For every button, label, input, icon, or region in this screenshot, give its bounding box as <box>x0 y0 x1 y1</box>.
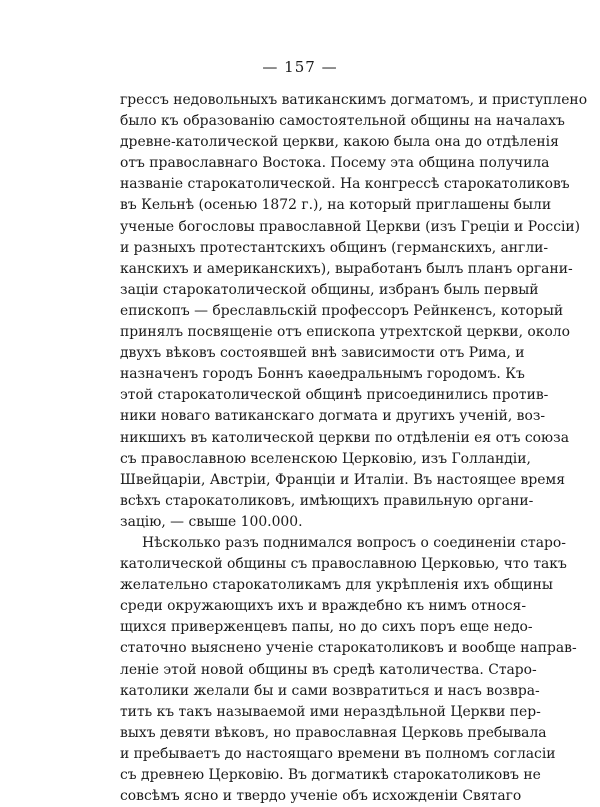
text-line: древне-католической церкви, какою была она до отдѣленія <box>120 134 559 151</box>
text-line: желательно старокатоликамъ для укрѣпленія ихъ общины <box>120 577 553 594</box>
text-line: никшихъ въ католической церкви по отдѣленіи ея отъ союза <box>120 429 569 446</box>
text-line: этой старокатолической общинѣ присоединились против- <box>120 387 549 404</box>
text-line: тить къ такъ называемой ими нераздѣльной Церкви пер- <box>120 703 541 720</box>
page-number: — 157 — <box>262 58 338 76</box>
text-line: было къ образованію самостоятельной общины на началахъ <box>120 113 565 130</box>
text-line: совсѣмъ ясно и твердо ученіе объ исхожденіи Святаго <box>120 788 522 805</box>
text-line: и разныхъ протестантскихъ общинъ (германскихъ, англи- <box>120 239 549 256</box>
text-line: съ православною вселенскою Церковію, изъ Голландіи, <box>120 450 531 467</box>
text-line: въ Кельнѣ (осенью 1872 г.), на который приглашены были <box>120 197 552 214</box>
text-line: названіе старокатолической. На конгрессѣ старокатоликовъ <box>120 176 570 193</box>
text-line: статочно выяснено ученіе старокатоликовъ и вообще направ- <box>120 640 577 657</box>
text-line: ники новаго ватиканскаго догмата и другихъ ученій, воз- <box>120 408 546 425</box>
text-line: канскихъ и американскихъ), выработанъ былъ планъ органи- <box>120 260 573 277</box>
text-line: щихся приверженцевъ папы, но до сихъ поръ еще недо- <box>120 619 533 636</box>
text-line: епископъ — бреславльскій профессоръ Рейнкенсъ, который <box>120 302 564 319</box>
text-line: и пребываетъ до настоящаго времени въ полномъ согласіи <box>120 745 556 762</box>
text-line: принялъ посвященіе отъ епископа утрехтской церкви, около <box>120 324 570 341</box>
text-line: зацію, — свыше 100.000. <box>120 513 303 530</box>
text-line: двухъ вѣковъ состоявшей внѣ зависимости отъ Рима, и <box>120 345 525 362</box>
text-line: заціи старокатолической общины, избранъ быль первый <box>120 281 539 298</box>
text-line: католики желали бы и сами возвратиться и насъ возвра- <box>120 682 540 699</box>
paragraph <box>120 90 588 533</box>
paragraph <box>120 533 577 807</box>
text-line: грессъ недовольныхъ ватиканскимъ догматомъ, и приступлено <box>120 92 588 108</box>
text-line: отъ православнаго Востока. Посему эта община получила <box>120 155 550 172</box>
text-line: назначенъ городъ Боннъ каѳедральнымъ городомъ. Къ <box>120 366 525 383</box>
body-text <box>120 90 588 807</box>
text-line: выхъ девяти вѣковъ, но православная Церковь пребывала <box>120 724 547 741</box>
text-line: леніе этой новой общины въ средѣ католичества. Старо- <box>120 661 537 678</box>
text-line: всѣхъ старокатоликовъ, имѣющихъ правильную органи- <box>120 492 534 509</box>
text-line: католической общины съ православною Церковью, что такъ <box>120 556 567 573</box>
text-line: среди окружающихъ ихъ и враждебно къ нимъ относя- <box>120 598 527 615</box>
text-line: Нѣсколько разъ поднимался вопросъ о соединеніи старо- <box>142 534 566 551</box>
text-line: съ древнею Церковію. Въ догматикѣ старокатоликовъ не <box>120 767 541 783</box>
text-line: ученые богословы православной Церкви (изъ Греціи и Россіи) <box>120 218 581 235</box>
text-line: Швейцаріи, Австріи, Франціи и Италіи. Въ настоящее время <box>120 471 565 488</box>
